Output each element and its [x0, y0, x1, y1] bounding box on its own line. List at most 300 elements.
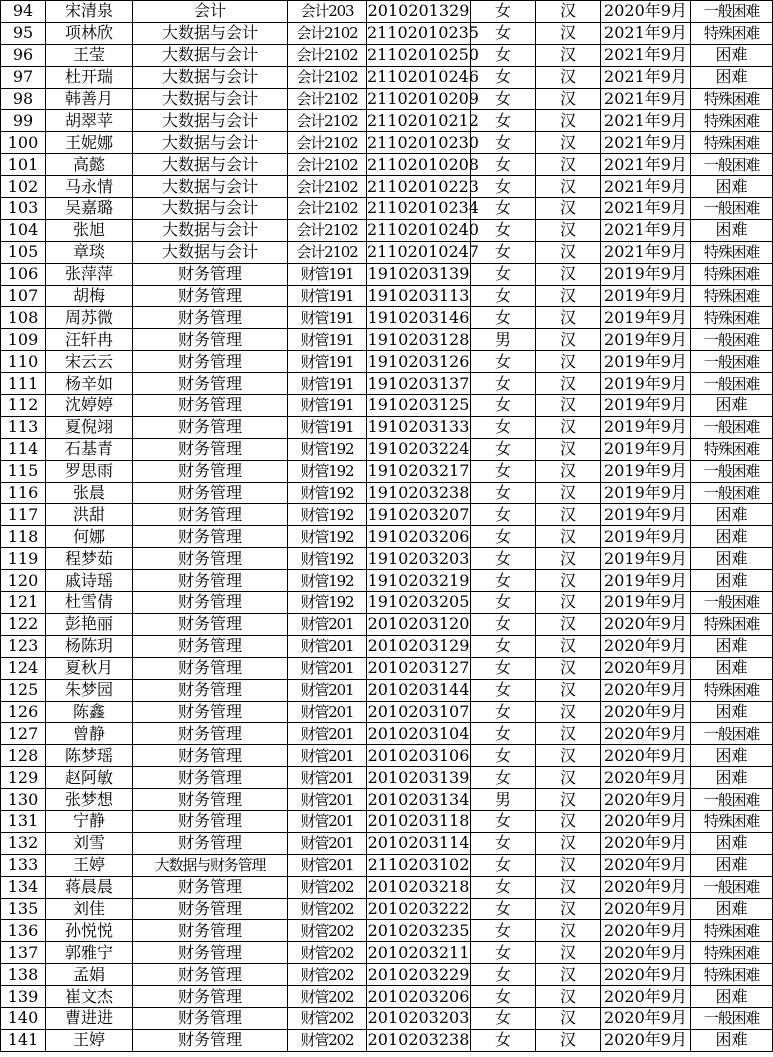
row-number-cell: 111 — [1, 373, 46, 395]
table-row — [1, 176, 773, 198]
ethnicity-cell: 汉 — [536, 504, 601, 526]
aid-level-cell: 困难 — [691, 570, 773, 592]
row-number-cell: 138 — [1, 964, 46, 986]
enrollment-date-cell: 2020年9月 — [601, 635, 691, 657]
major-cell: 财务管理 — [133, 329, 288, 351]
gender-cell: 女 — [471, 241, 536, 263]
aid-level-cell: 一般困难 — [691, 460, 773, 482]
row-number-cell: 94 — [1, 1, 46, 23]
class-name-cell: 会计2102 — [288, 198, 367, 220]
class-name-cell: 财管202 — [288, 920, 367, 942]
table-row — [1, 767, 773, 789]
table-row — [1, 920, 773, 942]
major-cell: 财务管理 — [133, 373, 288, 395]
enrollment-date-cell: 2020年9月 — [601, 832, 691, 854]
row-number-cell: 118 — [1, 526, 46, 548]
gender-cell: 女 — [471, 504, 536, 526]
student-id-cell: 2010203127 — [367, 658, 470, 678]
table-row — [1, 329, 773, 351]
aid-level-cell: 一般困难 — [691, 723, 773, 745]
major-cell: 财务管理 — [133, 942, 288, 964]
student-name-cell: 宋清泉 — [46, 1, 133, 23]
ethnicity-cell: 汉 — [536, 241, 601, 263]
row-number-cell: 115 — [1, 460, 46, 482]
table-row — [1, 635, 773, 657]
class-name-cell: 财管191 — [288, 329, 367, 351]
class-name-cell: 会计2102 — [288, 219, 367, 241]
ethnicity-cell: 汉 — [536, 176, 601, 198]
major-cell: 大数据与会计 — [133, 132, 288, 154]
student-id-cell: 1910203203 — [367, 548, 470, 568]
ethnicity-cell: 汉 — [536, 198, 601, 220]
aid-level-cell: 特殊困难 — [691, 920, 773, 942]
major-cell: 大数据与会计 — [133, 176, 288, 198]
class-name-cell: 财管192 — [288, 570, 367, 592]
table-row — [1, 263, 773, 285]
aid-level-cell: 特殊困难 — [691, 132, 773, 154]
class-name-cell: 财管202 — [288, 964, 367, 986]
gender-cell: 男 — [471, 329, 536, 351]
aid-level-cell: 特殊困难 — [691, 438, 773, 460]
gender-cell: 女 — [471, 285, 536, 307]
ethnicity-cell: 汉 — [536, 526, 601, 548]
major-cell: 财务管理 — [133, 898, 288, 920]
aid-level-cell: 特殊困难 — [691, 942, 773, 964]
class-name-cell: 财管192 — [288, 526, 367, 548]
enrollment-date-cell: 2020年9月 — [601, 767, 691, 789]
class-name-cell: 财管202 — [288, 876, 367, 898]
aid-level-cell: 困难 — [691, 701, 773, 723]
aid-level-cell: 困难 — [691, 526, 773, 548]
student-id-cell: 2010203144 — [367, 680, 470, 700]
gender-cell: 女 — [471, 1007, 536, 1029]
student-name-cell: 戚诗瑶 — [46, 570, 133, 592]
ethnicity-cell: 汉 — [536, 373, 601, 395]
aid-level-cell: 一般困难 — [691, 373, 773, 395]
gender-cell: 女 — [471, 1029, 536, 1051]
table-row — [1, 548, 773, 570]
ethnicity-cell: 汉 — [536, 789, 601, 811]
enrollment-date-cell: 2021年9月 — [601, 241, 691, 263]
student-name-cell: 汪轩冉 — [46, 329, 133, 351]
class-name-cell: 财管191 — [288, 395, 367, 417]
gender-cell: 女 — [471, 942, 536, 964]
table-row — [1, 723, 773, 745]
major-cell: 财务管理 — [133, 263, 288, 285]
major-cell: 大数据与会计 — [133, 22, 288, 44]
student-name-cell: 彭艳丽 — [46, 613, 133, 635]
student-id-cell: 21102010234 — [367, 198, 479, 218]
table-row — [1, 854, 773, 876]
aid-level-cell: 一般困难 — [691, 1007, 773, 1029]
enrollment-date-cell: 2020年9月 — [601, 920, 691, 942]
student-id-cell: 1910203217 — [367, 461, 470, 481]
row-number-cell: 100 — [1, 132, 46, 154]
enrollment-date-cell: 2019年9月 — [601, 482, 691, 504]
class-name-cell: 财管191 — [288, 285, 367, 307]
gender-cell: 女 — [471, 548, 536, 570]
gender-cell: 女 — [471, 723, 536, 745]
class-name-cell: 财管201 — [288, 723, 367, 745]
student-name-cell: 沈婷婷 — [46, 395, 133, 417]
row-number-cell: 112 — [1, 395, 46, 417]
table-row — [1, 241, 773, 263]
row-number-cell: 119 — [1, 548, 46, 570]
major-cell: 财务管理 — [133, 767, 288, 789]
student-name-cell: 杜雪倩 — [46, 592, 133, 614]
student-name-cell: 胡梅 — [46, 285, 133, 307]
ethnicity-cell: 汉 — [536, 438, 601, 460]
row-number-cell: 120 — [1, 570, 46, 592]
student-id-cell: 1910203126 — [367, 351, 470, 371]
student-name-cell: 何娜 — [46, 526, 133, 548]
major-cell: 财务管理 — [133, 351, 288, 373]
gender-cell: 女 — [471, 460, 536, 482]
class-name-cell: 财管191 — [288, 416, 367, 438]
major-cell: 财务管理 — [133, 723, 288, 745]
enrollment-date-cell: 2020年9月 — [601, 810, 691, 832]
student-id-cell: 1910203128 — [367, 329, 470, 349]
student-name-cell: 韩善月 — [46, 88, 133, 110]
ethnicity-cell: 汉 — [536, 986, 601, 1008]
student-name-cell: 郭雅宁 — [46, 942, 133, 964]
enrollment-date-cell: 2019年9月 — [601, 438, 691, 460]
table-row — [1, 460, 773, 482]
enrollment-date-cell: 2021年9月 — [601, 154, 691, 176]
table-row — [1, 810, 773, 832]
student-id-cell: 2010203114 — [367, 833, 470, 853]
aid-level-cell: 困难 — [691, 767, 773, 789]
aid-level-cell: 困难 — [691, 657, 773, 679]
student-name-cell: 张晨 — [46, 482, 133, 504]
class-name-cell: 财管201 — [288, 613, 367, 635]
class-name-cell: 财管201 — [288, 832, 367, 854]
major-cell: 财务管理 — [133, 745, 288, 767]
ethnicity-cell: 汉 — [536, 66, 601, 88]
student-name-cell: 王婷 — [46, 854, 133, 876]
table-row — [1, 351, 773, 373]
student-id-cell: 2110203102 — [367, 855, 470, 875]
row-number-cell: 126 — [1, 701, 46, 723]
table-row — [1, 942, 773, 964]
ethnicity-cell: 汉 — [536, 964, 601, 986]
table-row — [1, 416, 773, 438]
major-cell: 财务管理 — [133, 920, 288, 942]
aid-level-cell: 一般困难 — [691, 329, 773, 351]
ethnicity-cell: 汉 — [536, 898, 601, 920]
row-number-cell: 104 — [1, 219, 46, 241]
student-id-cell: 1910203205 — [367, 592, 470, 612]
aid-level-cell: 特殊困难 — [691, 307, 773, 329]
row-number-cell: 116 — [1, 482, 46, 504]
student-name-cell: 张梦想 — [46, 789, 133, 811]
ethnicity-cell: 汉 — [536, 723, 601, 745]
student-id-cell: 1910203207 — [367, 504, 470, 524]
class-name-cell: 财管201 — [288, 789, 367, 811]
gender-cell: 男 — [471, 789, 536, 811]
enrollment-date-cell: 2019年9月 — [601, 329, 691, 351]
major-cell: 大数据与会计 — [133, 154, 288, 176]
aid-level-cell: 特殊困难 — [691, 88, 773, 110]
row-number-cell: 141 — [1, 1029, 46, 1051]
aid-level-cell: 困难 — [691, 66, 773, 88]
student-name-cell: 杨辛如 — [46, 373, 133, 395]
table-row — [1, 789, 773, 811]
class-name-cell: 财管201 — [288, 854, 367, 876]
gender-cell: 女 — [471, 373, 536, 395]
student-id-cell: 1910203146 — [367, 307, 470, 327]
class-name-cell: 会计2102 — [288, 132, 367, 154]
ethnicity-cell: 汉 — [536, 110, 601, 132]
major-cell: 财务管理 — [133, 1007, 288, 1029]
row-number-cell: 107 — [1, 285, 46, 307]
table-row — [1, 526, 773, 548]
major-cell: 财务管理 — [133, 307, 288, 329]
row-number-cell: 101 — [1, 154, 46, 176]
class-name-cell: 财管201 — [288, 679, 367, 701]
gender-cell: 女 — [471, 613, 536, 635]
table-row — [1, 482, 773, 504]
student-id-cell: 2010203106 — [367, 745, 470, 765]
table-row — [1, 285, 773, 307]
enrollment-date-cell: 2020年9月 — [601, 942, 691, 964]
gender-cell: 女 — [471, 810, 536, 832]
table-row — [1, 657, 773, 679]
student-name-cell: 马永情 — [46, 176, 133, 198]
row-number-cell: 140 — [1, 1007, 46, 1029]
major-cell: 财务管理 — [133, 526, 288, 548]
class-name-cell: 财管192 — [288, 548, 367, 570]
table-row — [1, 679, 773, 701]
enrollment-date-cell: 2021年9月 — [601, 198, 691, 220]
major-cell: 财务管理 — [133, 832, 288, 854]
student-id-cell: 2010203134 — [367, 789, 470, 809]
table-row — [1, 110, 773, 132]
student-name-cell: 张旭 — [46, 219, 133, 241]
student-id-cell: 21102010230 — [367, 132, 479, 152]
aid-level-cell: 一般困难 — [691, 1, 773, 23]
major-cell: 财务管理 — [133, 1029, 288, 1051]
major-cell: 财务管理 — [133, 810, 288, 832]
student-name-cell: 王莹 — [46, 44, 133, 66]
gender-cell: 女 — [471, 657, 536, 679]
student-name-cell: 吴嘉璐 — [46, 198, 133, 220]
ethnicity-cell: 汉 — [536, 613, 601, 635]
student-id-cell: 1910203125 — [367, 395, 470, 415]
enrollment-date-cell: 2019年9月 — [601, 285, 691, 307]
class-name-cell: 财管191 — [288, 351, 367, 373]
table-row — [1, 219, 773, 241]
student-id-cell: 1910203224 — [367, 439, 470, 459]
aid-level-cell: 困难 — [691, 44, 773, 66]
class-name-cell: 财管202 — [288, 986, 367, 1008]
ethnicity-cell: 汉 — [536, 767, 601, 789]
major-cell: 财务管理 — [133, 548, 288, 570]
aid-level-cell: 困难 — [691, 395, 773, 417]
enrollment-date-cell: 2020年9月 — [601, 898, 691, 920]
table-row — [1, 898, 773, 920]
major-cell: 大数据与会计 — [133, 66, 288, 88]
student-id-cell: 21102010212 — [367, 110, 479, 130]
table-row — [1, 88, 773, 110]
row-number-cell: 122 — [1, 613, 46, 635]
gender-cell: 女 — [471, 1, 536, 23]
table-body — [1, 1, 773, 1052]
student-name-cell: 张萍萍 — [46, 263, 133, 285]
table-row — [1, 570, 773, 592]
row-number-cell: 98 — [1, 88, 46, 110]
row-number-cell: 117 — [1, 504, 46, 526]
table-row — [1, 154, 773, 176]
student-id-cell: 2010203118 — [367, 811, 470, 831]
major-cell: 大数据与财务管理 — [133, 854, 288, 876]
row-number-cell: 139 — [1, 986, 46, 1008]
major-cell: 财务管理 — [133, 482, 288, 504]
ethnicity-cell: 汉 — [536, 154, 601, 176]
enrollment-date-cell: 2020年9月 — [601, 964, 691, 986]
table-row — [1, 395, 773, 417]
enrollment-date-cell: 2020年9月 — [601, 789, 691, 811]
ethnicity-cell: 汉 — [536, 395, 601, 417]
major-cell: 大数据与会计 — [133, 110, 288, 132]
row-number-cell: 108 — [1, 307, 46, 329]
class-name-cell: 财管191 — [288, 373, 367, 395]
gender-cell: 女 — [471, 44, 536, 66]
row-number-cell: 130 — [1, 789, 46, 811]
major-cell: 财务管理 — [133, 416, 288, 438]
student-name-cell: 宋云云 — [46, 351, 133, 373]
student-name-cell: 杨陈玥 — [46, 635, 133, 657]
gender-cell: 女 — [471, 154, 536, 176]
student-name-cell: 宁静 — [46, 810, 133, 832]
student-id-cell: 2010203203 — [367, 1008, 470, 1028]
class-name-cell: 财管201 — [288, 767, 367, 789]
enrollment-date-cell: 2020年9月 — [601, 679, 691, 701]
row-number-cell: 134 — [1, 876, 46, 898]
table-row — [1, 22, 773, 44]
enrollment-date-cell: 2020年9月 — [601, 986, 691, 1008]
aid-level-cell: 一般困难 — [691, 198, 773, 220]
major-cell: 财务管理 — [133, 635, 288, 657]
table-row — [1, 198, 773, 220]
aid-level-cell: 特殊困难 — [691, 810, 773, 832]
major-cell: 大数据与会计 — [133, 241, 288, 263]
aid-level-cell: 特殊困难 — [691, 613, 773, 635]
table-row — [1, 745, 773, 767]
row-number-cell: 113 — [1, 416, 46, 438]
row-number-cell: 124 — [1, 657, 46, 679]
gender-cell: 女 — [471, 132, 536, 154]
student-name-cell: 陈梦瑶 — [46, 745, 133, 767]
gender-cell: 女 — [471, 854, 536, 876]
row-number-cell: 95 — [1, 22, 46, 44]
aid-level-cell: 困难 — [691, 898, 773, 920]
row-number-cell: 135 — [1, 898, 46, 920]
ethnicity-cell: 汉 — [536, 701, 601, 723]
enrollment-date-cell: 2020年9月 — [601, 1029, 691, 1051]
table-row — [1, 701, 773, 723]
gender-cell: 女 — [471, 526, 536, 548]
class-name-cell: 财管202 — [288, 942, 367, 964]
student-id-cell: 2010203229 — [367, 964, 470, 984]
aid-level-cell: 一般困难 — [691, 482, 773, 504]
row-number-cell: 105 — [1, 241, 46, 263]
gender-cell: 女 — [471, 66, 536, 88]
table-row — [1, 66, 773, 88]
student-id-cell: 21102010247 — [367, 242, 479, 262]
gender-cell: 女 — [471, 263, 536, 285]
major-cell: 财务管理 — [133, 504, 288, 526]
major-cell: 财务管理 — [133, 460, 288, 482]
major-cell: 财务管理 — [133, 395, 288, 417]
ethnicity-cell: 汉 — [536, 657, 601, 679]
aid-level-cell: 特殊困难 — [691, 110, 773, 132]
row-number-cell: 96 — [1, 44, 46, 66]
gender-cell: 女 — [471, 635, 536, 657]
row-number-cell: 109 — [1, 329, 46, 351]
student-id-cell: 2010203238 — [367, 1030, 470, 1050]
gender-cell: 女 — [471, 898, 536, 920]
aid-level-cell: 困难 — [691, 745, 773, 767]
class-name-cell: 会计2102 — [288, 241, 367, 263]
row-number-cell: 123 — [1, 635, 46, 657]
ethnicity-cell: 汉 — [536, 263, 601, 285]
student-name-cell: 王妮娜 — [46, 132, 133, 154]
aid-level-cell: 困难 — [691, 635, 773, 657]
class-name-cell: 财管202 — [288, 898, 367, 920]
ethnicity-cell: 汉 — [536, 635, 601, 657]
student-name-cell: 蒋晨晨 — [46, 876, 133, 898]
ethnicity-cell: 汉 — [536, 219, 601, 241]
gender-cell: 女 — [471, 745, 536, 767]
aid-level-cell: 特殊困难 — [691, 241, 773, 263]
ethnicity-cell: 汉 — [536, 351, 601, 373]
class-name-cell: 财管191 — [288, 307, 367, 329]
table-row — [1, 876, 773, 898]
enrollment-date-cell: 2019年9月 — [601, 504, 691, 526]
student-name-cell: 夏秋月 — [46, 657, 133, 679]
student-id-cell: 21102010208 — [367, 154, 479, 174]
ethnicity-cell: 汉 — [536, 679, 601, 701]
enrollment-date-cell: 2021年9月 — [601, 66, 691, 88]
student-id-cell: 2010203206 — [367, 986, 470, 1006]
aid-level-cell: 特殊困难 — [691, 285, 773, 307]
row-number-cell: 128 — [1, 745, 46, 767]
student-id-cell: 2010203211 — [367, 942, 470, 962]
aid-level-cell: 一般困难 — [691, 876, 773, 898]
aid-level-cell: 困难 — [691, 219, 773, 241]
student-id-cell: 1910203206 — [367, 526, 470, 546]
student-name-cell: 孙悦悦 — [46, 920, 133, 942]
row-number-cell: 132 — [1, 832, 46, 854]
enrollment-date-cell: 2021年9月 — [601, 22, 691, 44]
student-name-cell: 崔文杰 — [46, 986, 133, 1008]
row-number-cell: 125 — [1, 679, 46, 701]
student-id-cell: 2010203107 — [367, 701, 470, 721]
enrollment-date-cell: 2019年9月 — [601, 416, 691, 438]
table-row — [1, 438, 773, 460]
major-cell: 财务管理 — [133, 657, 288, 679]
student-id-cell: 2010203235 — [367, 920, 470, 940]
ethnicity-cell: 汉 — [536, 460, 601, 482]
student-id-cell: 2010203120 — [367, 614, 470, 634]
gender-cell: 女 — [471, 964, 536, 986]
ethnicity-cell: 汉 — [536, 1007, 601, 1029]
ethnicity-cell: 汉 — [536, 44, 601, 66]
class-name-cell: 财管201 — [288, 635, 367, 657]
gender-cell: 女 — [471, 438, 536, 460]
ethnicity-cell: 汉 — [536, 132, 601, 154]
